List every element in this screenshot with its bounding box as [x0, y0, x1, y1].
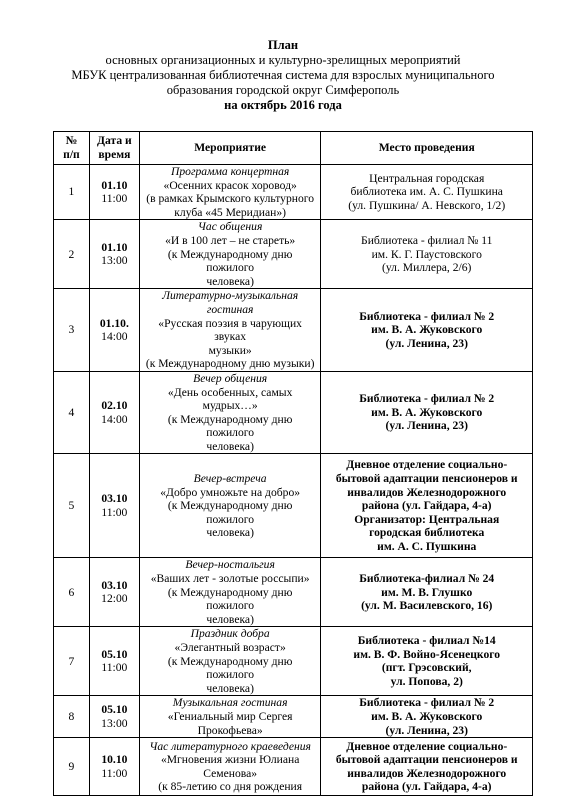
row-number: 2 — [54, 220, 90, 289]
row-number: 3 — [54, 289, 90, 372]
event-line: музыки» — [208, 343, 252, 357]
row-place — [321, 627, 533, 696]
event-line: клуба «45 Меридиан») — [174, 205, 286, 219]
row-place — [321, 289, 533, 372]
row-time: 14:00 — [101, 330, 128, 344]
row-event — [139, 371, 321, 454]
table-row — [54, 738, 533, 796]
event-line: «И в 100 лет – не стареть» — [165, 233, 296, 247]
event-line: (к Международному дню пожилого — [167, 654, 293, 682]
row-datetime — [89, 627, 139, 696]
header-line-1: основных организационных и культурно-зрелищных мероприятий — [105, 53, 461, 67]
row-time: 14:00 — [101, 412, 128, 426]
row-event — [139, 165, 321, 220]
row-time: 13:00 — [101, 716, 128, 730]
row-date: 01.10 — [101, 178, 128, 192]
place-line: Библиотека - филиал № 2 — [359, 696, 495, 710]
table-row — [54, 454, 533, 558]
row-event — [139, 220, 321, 289]
place-line: им. К. Г. Паустовского — [371, 247, 482, 261]
header-number-line-1: № — [65, 134, 78, 148]
row-date: 01.10. — [99, 316, 129, 330]
row-datetime — [89, 220, 139, 289]
row-datetime — [89, 558, 139, 627]
place-line: им. В. А. Жуковского — [371, 405, 483, 419]
place-line: им. В. Ф. Войно-Ясенецкого — [353, 647, 501, 661]
place-line: городская библиотека — [369, 526, 485, 540]
place-line: (ул. Ленина, 23) — [385, 419, 468, 433]
row-date: 02.10 — [101, 399, 128, 413]
header-place: Место проведения — [321, 132, 533, 165]
place-line: бытовой адаптации пенсионеров и — [335, 471, 518, 485]
event-line: Прокофьева» — [197, 723, 263, 737]
event-line: (к Международному дню пожилого — [167, 412, 293, 440]
header-period: на октябрь 2016 года — [224, 98, 342, 112]
event-line: (к Международному дню музыки) — [145, 357, 315, 371]
event-type: Час общения — [197, 220, 263, 234]
event-type: Литературно-музыкальная гостиная — [162, 289, 299, 316]
place-line: ул. Попова, 2) — [390, 675, 463, 689]
place-line: Библиотека-филиал № 24 — [359, 572, 495, 586]
table-row — [54, 371, 533, 454]
header-event: Мероприятие — [139, 132, 321, 165]
table-row — [54, 696, 533, 738]
event-line: «Элегантный возраст» — [174, 641, 286, 655]
place-line: инвалидов Железнодорожного — [347, 766, 507, 780]
row-event — [139, 696, 321, 738]
row-number: 1 — [54, 165, 90, 220]
row-time: 12:00 — [101, 592, 128, 606]
place-line: Дневное отделение социально- — [346, 739, 508, 753]
row-time: 11:00 — [101, 505, 128, 519]
event-line: «Ваших лет - золотые россыпи» — [150, 572, 310, 586]
event-type: Музыкальная гостиная — [172, 696, 288, 710]
row-place — [321, 165, 533, 220]
event-line: (к Международному дню пожилого — [167, 499, 293, 526]
event-line: (к Международному дню пожилого — [167, 247, 293, 275]
place-line: Библиотека - филиал № 2 — [359, 392, 495, 406]
row-datetime — [89, 738, 139, 796]
row-number: 8 — [54, 696, 90, 738]
place-line: (ул. Миллера, 2/6) — [382, 261, 472, 275]
row-date: 05.10 — [101, 647, 128, 661]
place-line: Библиотека - филиал № 11 — [361, 233, 493, 247]
place-line: района (ул. Гайдара, 4-а) — [361, 499, 492, 513]
place-line: (ул. Пушкина/ А. Невского, 1/2) — [348, 198, 506, 212]
row-time: 11:00 — [101, 192, 128, 206]
event-line: «Осенних красок хоровод» — [163, 178, 297, 192]
row-place — [321, 558, 533, 627]
place-line: Центральная городская — [369, 171, 485, 185]
row-place — [321, 738, 533, 796]
event-line: человека) — [206, 439, 254, 453]
row-date: 01.10 — [101, 240, 128, 254]
row-number: 6 — [54, 558, 90, 627]
event-line: человека) — [206, 681, 254, 695]
event-type: Вечер-ностальгия — [185, 558, 275, 572]
row-place — [321, 696, 533, 738]
event-type: Праздник добра — [190, 627, 270, 641]
event-line: мудрых…» — [202, 399, 258, 413]
row-datetime — [89, 289, 139, 372]
event-line: (к Международному дню пожилого — [167, 585, 293, 613]
event-type: Вечер общения — [193, 371, 268, 385]
event-line: «Мгновения жизни Юлиана — [160, 753, 300, 767]
place-line: библиотека им. А. С. Пушкина — [350, 185, 503, 199]
row-datetime — [89, 696, 139, 738]
row-number: 5 — [54, 454, 90, 558]
event-line: «Гениальный мир Сергея — [167, 710, 293, 723]
event-line: (к 85-летию со дня рождения — [158, 780, 303, 794]
row-time: 11:00 — [101, 661, 128, 675]
table-row — [54, 220, 533, 289]
row-datetime — [89, 371, 139, 454]
row-place — [321, 371, 533, 454]
place-line: бытовой адаптации пенсионеров и — [335, 753, 518, 767]
place-line: инвалидов Железнодорожного — [347, 485, 507, 499]
place-line: (ул. Ленина, 23) — [385, 723, 468, 737]
header-number-line-2: п/п — [63, 148, 80, 161]
row-place — [321, 220, 533, 289]
row-number: 4 — [54, 371, 90, 454]
event-type: Программа концертная — [171, 165, 290, 178]
place-line: (пгт. Грэсовский, — [381, 661, 472, 675]
event-type: Вечер-встреча — [193, 471, 267, 485]
row-event — [139, 558, 321, 627]
place-line: им. В. А. Жуковского — [371, 323, 483, 337]
row-date: 10.10 — [101, 753, 128, 767]
table-row — [54, 165, 533, 220]
event-line: человека) — [206, 526, 254, 540]
row-event — [139, 289, 321, 372]
table-header-row — [54, 132, 533, 165]
row-event — [139, 454, 321, 558]
event-line: человека) — [206, 612, 254, 626]
row-time: 13:00 — [101, 254, 128, 268]
row-datetime — [89, 165, 139, 220]
row-date: 05.10 — [101, 703, 128, 717]
event-line: (в рамках Крымского культурного — [146, 192, 315, 206]
event-line: человека) — [206, 274, 254, 288]
place-line: (ул. Ленина, 23) — [385, 336, 468, 350]
place-line: им. В. А. Жуковского — [371, 710, 483, 723]
event-line: «День особенных, самых — [167, 385, 293, 399]
header-number — [54, 132, 90, 165]
row-event — [139, 738, 321, 796]
place-line: Библиотека - филиал №14 — [357, 634, 496, 648]
document-header — [40, 38, 526, 113]
header-line-3: образования городской округ Симферополь — [166, 83, 400, 97]
header-date-line-1: Дата и — [97, 134, 132, 148]
place-line: им. А. С. Пушкина — [377, 539, 477, 553]
header-date-line-2: время — [98, 148, 131, 161]
table-row — [54, 289, 533, 372]
event-line: Семенова» — [203, 766, 258, 780]
row-date: 03.10 — [101, 578, 128, 592]
row-event — [139, 627, 321, 696]
place-line: им. М. В. Глушко — [381, 585, 473, 599]
table-row — [54, 558, 533, 627]
place-line: района (ул. Гайдара, 4-а) — [361, 780, 492, 794]
table-row — [54, 627, 533, 696]
row-number: 7 — [54, 627, 90, 696]
header-date — [89, 132, 139, 165]
place-line: Организатор: Центральная — [354, 512, 500, 526]
event-type: Час литературного краеведения — [149, 739, 311, 753]
place-line: Дневное отделение социально- — [346, 458, 508, 472]
row-date: 03.10 — [101, 492, 128, 506]
row-number: 9 — [54, 738, 90, 796]
row-place — [321, 454, 533, 558]
place-line: (ул. М. Василевского, 16) — [361, 599, 493, 613]
place-line: Библиотека - филиал № 2 — [359, 309, 495, 323]
events-table — [53, 131, 533, 796]
header-line-2: МБУК централизованная библиотечная система для взрослых муниципального — [71, 68, 495, 82]
event-line: «Добро умножьте на добро» — [160, 485, 301, 499]
row-datetime — [89, 454, 139, 558]
row-time: 11:00 — [101, 766, 128, 780]
event-line: «Русская поэзия в чарующих звуках — [158, 316, 302, 344]
document-title: План — [267, 38, 299, 52]
